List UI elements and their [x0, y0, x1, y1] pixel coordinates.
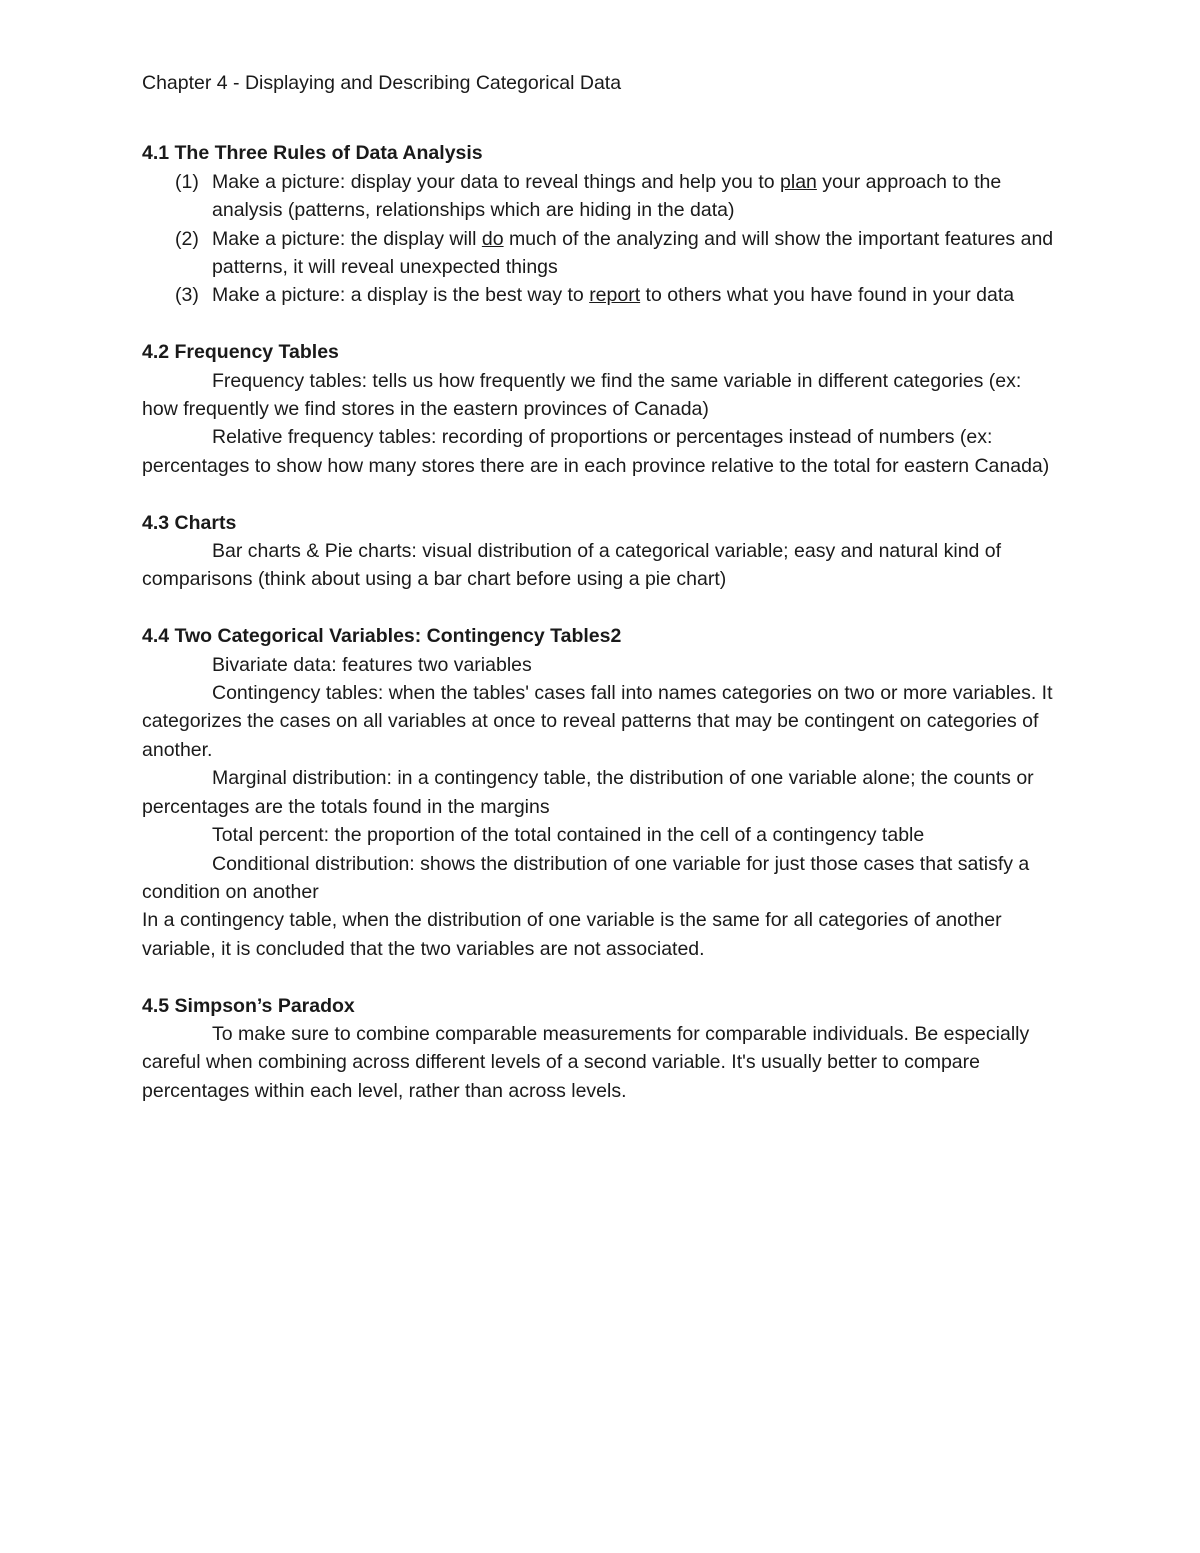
section-contingency-tables	[142, 622, 1062, 963]
section-charts	[142, 509, 1062, 594]
paragraph: Contingency tables: when the tables' cases fall into names categories on two or more variables. It categorizes the cases on all variables at once to reveal patterns that may be contingent on categories of another.	[142, 682, 1053, 761]
underlined-word: report	[589, 284, 641, 307]
rule-text: Make a picture: a display is the best way to	[212, 284, 590, 307]
section-heading: 4.2 Frequency Tables	[142, 341, 339, 364]
rule-number: (2)	[175, 227, 199, 250]
section-simpsons-paradox	[142, 992, 1062, 1106]
paragraph: Relative frequency tables: recording of proportions or percentages instead of numbers (ex: percentages to show how many stores there are in each province relative to the total for eastern Canada)	[142, 426, 1050, 477]
closing-paragraph: In a contingency table, when the distribution of one variable is the same for all categories of another variable, it is concluded that the two variables are not associated.	[142, 909, 1002, 960]
rule-text: your approach to the analysis (patterns, relationships which are hiding in the data)	[212, 170, 1002, 222]
paragraph: Conditional distribution: shows the distribution of one variable for just those cases that satisfy a condition on another	[142, 852, 1030, 903]
section-heading: 4.1 The Three Rules of Data Analysis	[142, 142, 483, 165]
rules-list	[142, 168, 1062, 310]
rule-item	[142, 168, 1062, 225]
section-heading: 4.5 Simpson’s Paradox	[142, 994, 355, 1017]
paragraph: To make sure to combine comparable measurements for comparable individuals. Be especially careful when combining across different levels of a second variable. It's usually better to compare percentages within each level, rather than across levels.	[142, 1022, 1030, 1102]
rule-number: (3)	[175, 284, 199, 307]
rule-text: to others what you have found in your data	[640, 284, 1015, 307]
section-heading: 4.4 Two Categorical Variables: Contingency Tables2	[142, 625, 622, 648]
rule-item	[142, 281, 1062, 309]
paragraph: Bar charts & Pie charts: visual distribution of a categorical variable; easy and natural kind of comparisons (think about using a bar chart before using a pie chart)	[142, 540, 1002, 591]
section-heading: 4.3 Charts	[142, 511, 237, 534]
paragraph: Marginal distribution: in a contingency table, the distribution of one variable alone; the counts or percentages are the totals found in the margins	[142, 767, 1034, 818]
rule-text: Make a picture: display your data to reveal things and help you to	[212, 170, 781, 193]
document-body	[142, 69, 1062, 1134]
document-title: Chapter 4 - Displaying and Describing Categorical Data	[142, 72, 622, 94]
underlined-word: plan	[780, 170, 817, 193]
section-three-rules	[142, 139, 1062, 309]
rule-item	[142, 225, 1062, 282]
section-frequency-tables	[142, 338, 1062, 480]
rule-text: much of the analyzing and will show the important features and patterns, it will reveal unexpected things	[212, 227, 1054, 279]
paragraph: Bivariate data: features two variables	[212, 653, 532, 676]
paragraph: Total percent: the proportion of the total contained in the cell of a contingency table	[212, 824, 925, 847]
rule-text: Make a picture: the display will	[212, 227, 482, 250]
underlined-word: do	[481, 227, 504, 250]
paragraph: Frequency tables: tells us how frequently we find the same variable in different categories (ex: how frequently we find stores in the eastern provinces of Canada)	[142, 369, 1022, 421]
rule-number: (1)	[175, 170, 199, 193]
